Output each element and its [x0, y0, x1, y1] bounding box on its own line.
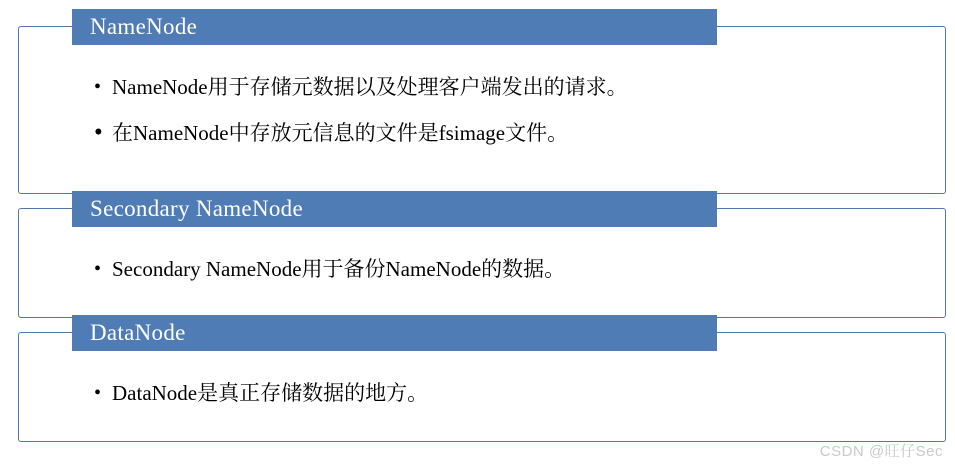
list-item: [94, 117, 925, 149]
block-namenode: [18, 14, 946, 194]
bullet-icon: •: [94, 382, 102, 404]
list-item: [94, 377, 925, 409]
block-title: DataNode: [72, 315, 717, 351]
bullet-text: Secondary NameNode用于备份NameNode的数据。: [112, 257, 566, 281]
list-item: [94, 71, 925, 103]
bullet-text: NameNode用于存储元数据以及处理客户端发出的请求。: [112, 75, 628, 99]
watermark: CSDN @旺仔Sec: [819, 443, 943, 460]
bullet-icon: •: [94, 258, 102, 280]
block-title: NameNode: [72, 9, 717, 45]
bullet-icon: •: [94, 76, 102, 98]
bullet-icon: •: [94, 119, 103, 146]
block-body: [19, 71, 945, 149]
block-body: [19, 253, 945, 285]
block-secondary-namenode: [18, 196, 946, 318]
bullet-text: 在NameNode中存放元信息的文件是fsimage文件。: [112, 121, 569, 145]
block-body: [19, 377, 945, 409]
block-title: Secondary NameNode: [72, 191, 717, 227]
bullet-text: DataNode是真正存储数据的地方。: [112, 381, 429, 405]
list-item: [94, 253, 925, 285]
block-datanode: [18, 320, 946, 442]
